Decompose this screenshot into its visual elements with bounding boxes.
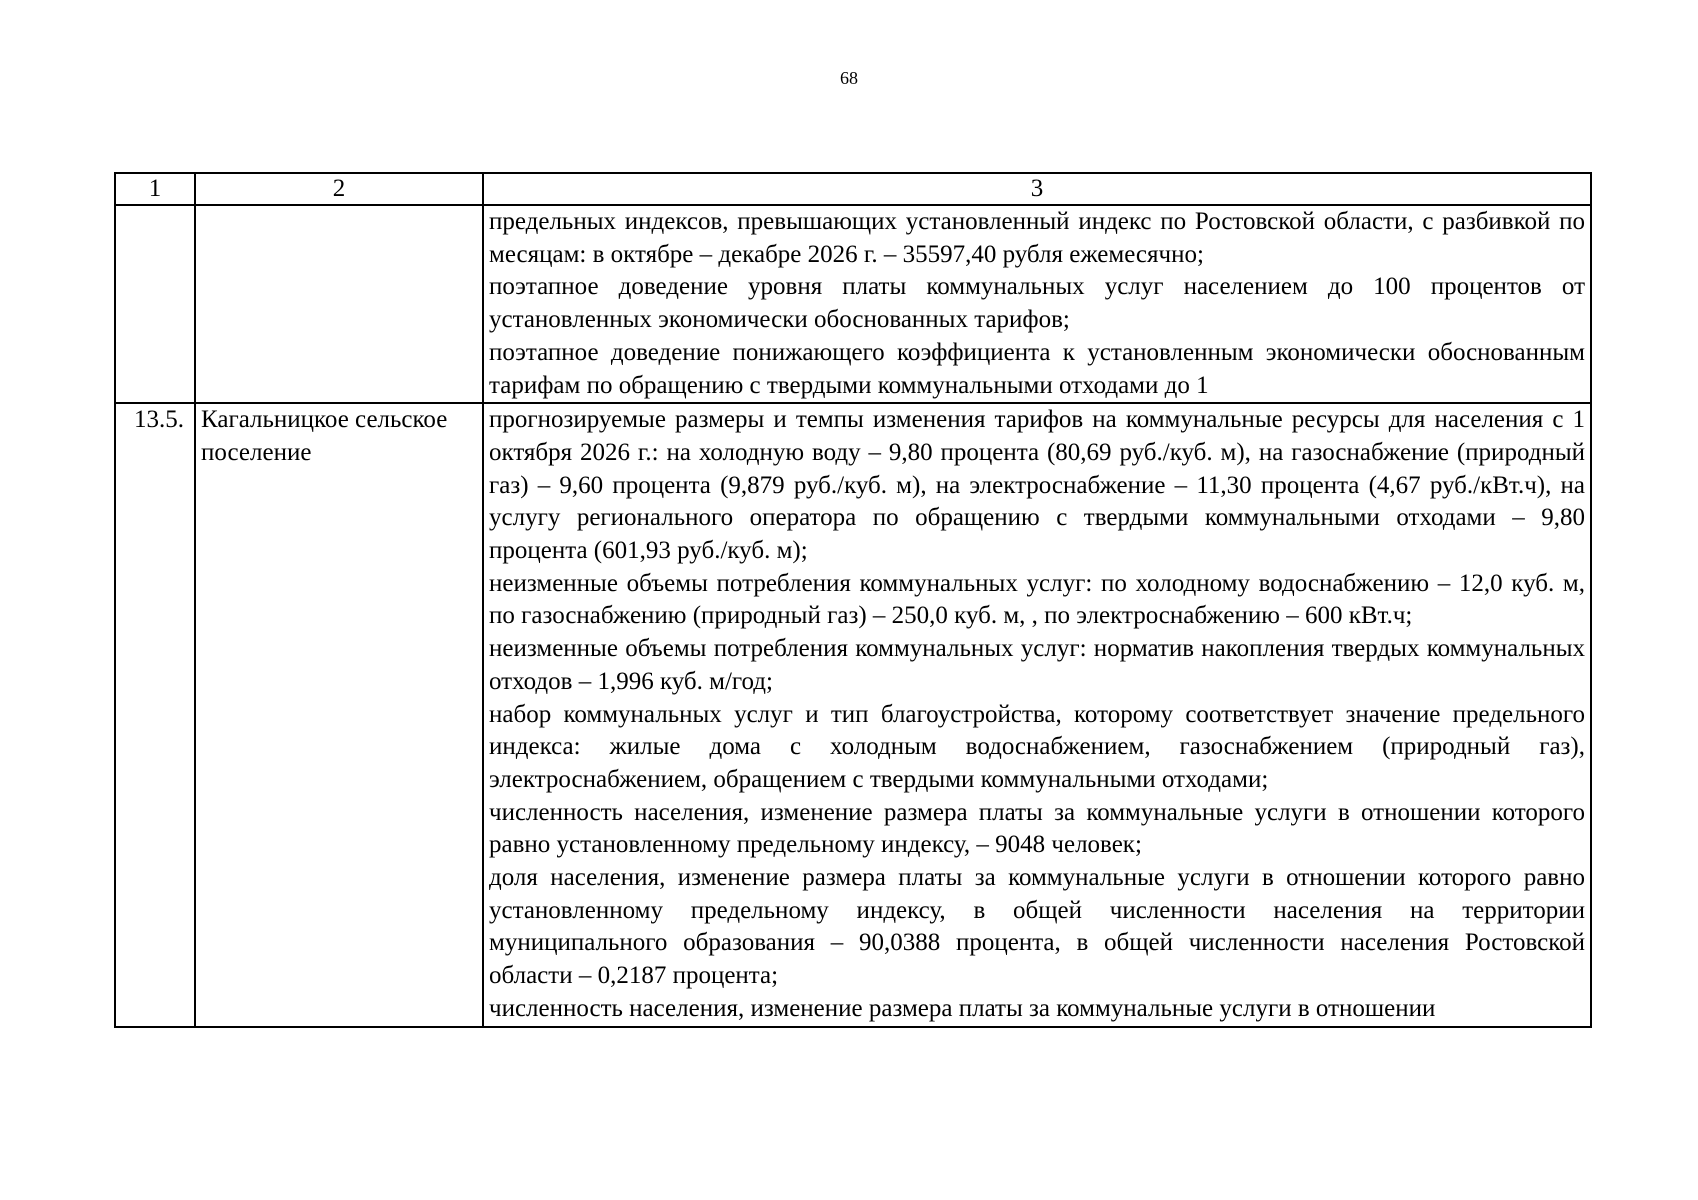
row-number [115, 205, 195, 403]
tariff-table [114, 172, 1592, 1028]
paragraph: набор коммунальных услуг и тип благоустройства, которому соответствует значение предельного индекса: жилые дома с холодным водоснабжением, газоснабжением (природный газ), электроснабжением, обращением с твердыми коммунальными отходами; [489, 700, 1585, 793]
paragraph: численность населения, изменение размера платы за коммунальные услуги в отношении [489, 994, 1436, 1022]
paragraph: поэтапное доведение понижающего коэффициента к установленным экономически обоснованным тарифам по обращению с твердыми коммунальными отходами до 1 [489, 338, 1585, 399]
header-col-1: 1 [115, 173, 195, 205]
paragraph: поэтапное доведение уровня платы коммунальных услуг населением до 100 процентов от установленных экономически обоснованных тарифов; [489, 273, 1585, 334]
paragraph: доля населения, изменение размера платы за коммунальные услуги в отношении которого равно установленному предельному индексу, в общей численности населения на территории муниципального образования – 90,0388 процента, в общей численности населения Ростовской области – 0,2187 процента; [489, 864, 1585, 990]
header-col-3: 3 [483, 173, 1591, 205]
paragraph: неизменные объемы потребления коммунальных услуг: норматив накопления твердых коммунальных отходов – 1,996 куб. м/год; [489, 635, 1585, 695]
paragraph: предельных индексов, превышающих установленный индекс по Ростовской области, с разбивкой по месяцам: в октябре – декабре 2026 г. – 35597,40 рубля ежемесячно; [489, 208, 1585, 268]
settlement-name: Кагальницкое сельское поселение [195, 403, 483, 1026]
table-header-row [115, 173, 1591, 205]
table-row [115, 403, 1591, 1026]
row-number: 13.5. [115, 403, 195, 1026]
table-row [115, 205, 1591, 403]
row-content [483, 205, 1591, 403]
page-number: 68 [840, 68, 858, 88]
header-col-2: 2 [195, 173, 483, 205]
paragraph: прогнозируемые размеры и темпы изменения тарифов на коммунальные ресурсы для населения с 1 октября 2026 г.: на холодную воду – 9,80 процента (80,69 руб./куб. м), на газоснабжение (природный газ) – 9,60 процента (9,879 руб./куб. м), на электроснабжение – 11,30 процента (4,67 руб./кВт.ч), на услугу регионального оператора по обращению с твердыми коммунальными отходами – 9,80 процента (601,93 руб./куб. м); [489, 406, 1585, 565]
paragraph: неизменные объемы потребления коммунальных услуг: по холодному водоснабжению – 12,0 куб. м, по газоснабжению (природный газ) – 250,0 куб. м, , по электроснабжению – 600 кВт.ч; [489, 569, 1585, 630]
row-content [483, 403, 1591, 1026]
paragraph: численность населения, изменение размера платы за коммунальные услуги в отношении которого равно установленному предельному индексу, – 9048 человек; [489, 798, 1585, 859]
settlement-name [195, 205, 483, 403]
